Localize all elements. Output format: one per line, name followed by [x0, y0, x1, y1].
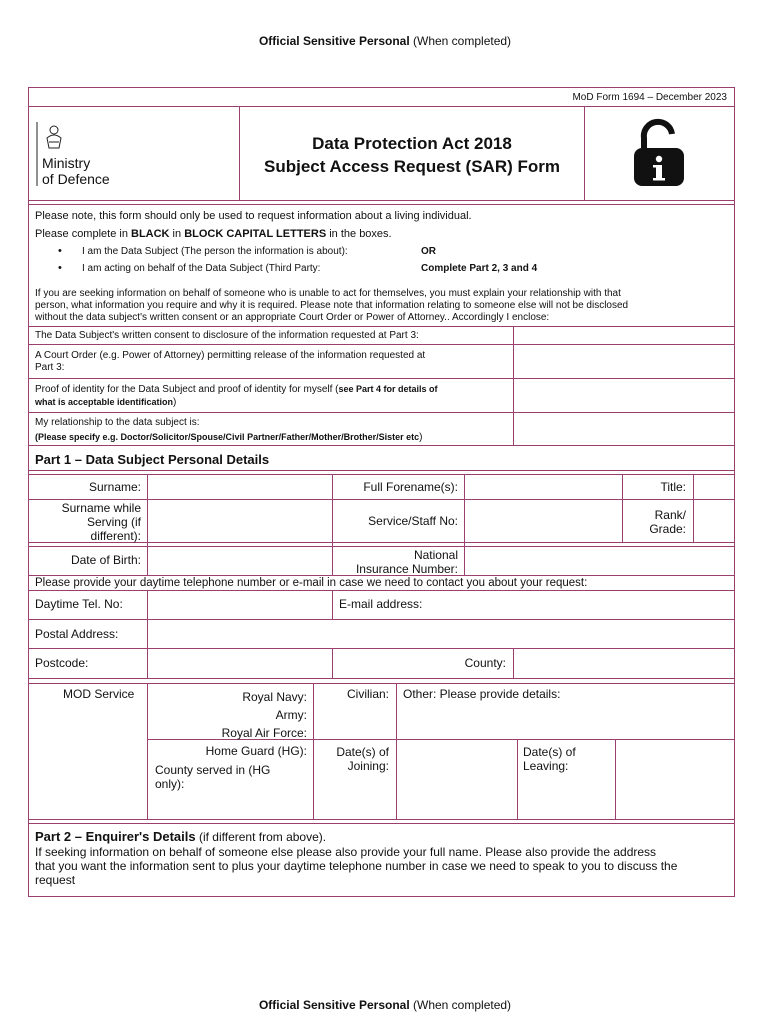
relationship-label: My relationship to the data subject is:: [35, 417, 200, 428]
logo-text: [42, 155, 110, 187]
royal-navy-label: Royal Navy:: [242, 690, 307, 704]
logo-line-1: Ministry: [42, 155, 91, 171]
county-served-label: [155, 763, 270, 791]
email-input[interactable]: [433, 591, 734, 619]
court-order-label-1: A Court Order (e.g. Power of Attorney) permitting release of the information requested at: [35, 350, 426, 361]
joining-date-input[interactable]: [397, 740, 517, 819]
surname-label: Surname:: [88, 480, 141, 494]
proof-text-bold: see Part 4 for details of: [338, 384, 438, 394]
ni-label: [334, 548, 458, 576]
title-label: Title:: [660, 480, 686, 494]
service-no-input[interactable]: [465, 500, 622, 542]
postcode-label: Postcode:: [35, 656, 89, 670]
county-served-2: only):: [155, 777, 185, 791]
county-label: County:: [464, 656, 506, 670]
county-served-1: County served in (HG: [155, 763, 271, 777]
part1-heading: Part 1 – Data Subject Personal Details: [35, 452, 270, 467]
part2-line-2: that you want the information sent to plus your daytime telephone number in case we need to speak to you to discuss the: [35, 859, 678, 873]
complete-text-5: in the boxes.: [326, 228, 392, 240]
part2-heading-bold: Part 2 – Enquirer's Details: [35, 829, 196, 844]
leaving-label-2: Leaving:: [523, 759, 569, 773]
surname-serving-label: [40, 501, 141, 543]
surname-serving-2: Serving (if: [86, 515, 141, 529]
complete-text-3: in: [169, 228, 185, 240]
other-details-input[interactable]: [397, 702, 734, 739]
marking-bold: Official Sensitive Personal: [258, 34, 410, 48]
complete-text-1: Please complete in: [35, 228, 131, 240]
intro-para-line-1: If you are seeking information on behalf of someone who is unable to act for themselves, you must explain your relationship with that: [35, 288, 621, 299]
security-marking-bottom: [0, 998, 770, 1012]
bullet-or: OR: [421, 246, 436, 257]
part2-heading: [35, 830, 326, 844]
contact-note: Please provide your daytime telephone number or e-mail in case we need to contact you about your request:: [35, 577, 588, 589]
security-marking-top: [0, 34, 770, 48]
proof-label-1: [35, 383, 438, 396]
county-input[interactable]: [514, 649, 734, 678]
surname-serving-input[interactable]: [148, 500, 332, 542]
army-label: Army:: [275, 708, 307, 722]
postal-input[interactable]: [148, 620, 734, 648]
service-no-label: Service/Staff No:: [368, 514, 458, 528]
intro-complete: [35, 228, 392, 241]
court-order-label-2: Part 3:: [35, 362, 65, 373]
marking-bold: Official Sensitive Personal: [258, 998, 410, 1012]
postcode-input[interactable]: [148, 649, 332, 678]
leaving-date-input[interactable]: [616, 740, 734, 819]
dob-label: Date of Birth:: [70, 553, 141, 567]
relationship-hint-paren: ): [419, 432, 423, 443]
email-label: E-mail address:: [339, 597, 423, 611]
padlock-info-icon: [632, 118, 688, 195]
service-branch-labels: [150, 688, 307, 742]
proof-paren: ): [173, 397, 177, 408]
home-guard-label: Home Guard (HG):: [205, 744, 307, 758]
part2-instructions: [35, 845, 677, 887]
surname-serving-3: different):: [90, 529, 141, 543]
ni-label-1: National: [413, 548, 458, 562]
part2-line-3: request: [35, 873, 76, 887]
form-title: [240, 132, 584, 178]
complete-text-4: BLOCK CAPITAL LETTERS: [184, 228, 327, 240]
bullet-data-subject: I am the Data Subject (The person the information is about):: [82, 246, 348, 257]
ni-label-2: Insurance Number:: [355, 562, 458, 576]
marking-rest: (When completed): [409, 34, 512, 48]
proof-text-bold-2: what is acceptable identification: [35, 397, 174, 407]
consent-label: The Data Subject's written consent to disclosure of the information requested at Part 3:: [35, 330, 419, 341]
mod-service-label: MOD Service: [63, 687, 135, 701]
proof-field[interactable]: [514, 379, 734, 412]
intro-para-line-3: without the data subject's written consent or an appropriate Court Order or Power of Attorney.. Accordingly I enclose:: [35, 312, 550, 323]
rank-input[interactable]: [694, 500, 734, 542]
logo-line-2: of Defence: [42, 171, 110, 187]
marking-rest: (When completed): [409, 998, 512, 1012]
leaving-label-1: Date(s) of: [523, 745, 576, 759]
rank-label-1: Rank/: [654, 508, 686, 522]
title-input[interactable]: [694, 475, 734, 499]
bullet-icon: •: [58, 262, 62, 274]
bullet-icon: •: [58, 245, 62, 257]
other-label: Other: Please provide details:: [403, 687, 561, 701]
tel-input[interactable]: [148, 591, 332, 619]
relationship-hint-text: (Please specify e.g. Doctor/Solicitor/Spouse/Civil Partner/Father/Mother/Brother/Sister etc: [35, 432, 420, 442]
relationship-field[interactable]: [514, 413, 734, 445]
mod-logo: [34, 118, 124, 195]
joining-label: [316, 745, 389, 773]
leaving-label: [523, 745, 576, 773]
title-line-1: Data Protection Act 2018: [312, 134, 512, 153]
bullet-complete-parts: Complete Part 2, 3 and 4: [421, 263, 538, 274]
forenames-label: Full Forename(s):: [363, 480, 458, 494]
part2-line-1: If seeking information on behalf of someone else please also provide your full name. Please also provide the address: [35, 845, 657, 859]
intro-note: Please note, this form should only be used to request information about a living individual.: [35, 210, 472, 222]
consent-field[interactable]: [514, 327, 734, 344]
bullet-third-party: I am acting on behalf of the Data Subject (Third Party:: [82, 263, 321, 274]
intro-para-line-2: person, what information you require and why it is required. Please note that information relating to someone else will not be disclosed: [35, 300, 629, 311]
surname-serving-1: Surname while: [61, 501, 141, 515]
court-order-field[interactable]: [514, 345, 734, 378]
rank-label-2: Grade:: [649, 522, 686, 536]
complete-text-2: BLACK: [131, 228, 170, 240]
tel-label: Daytime Tel. No:: [35, 597, 123, 611]
proof-label-2: [35, 396, 176, 409]
relationship-hint: [35, 431, 422, 444]
rank-label: [625, 508, 686, 536]
joining-label-2: Joining:: [347, 759, 389, 773]
forenames-input[interactable]: [465, 475, 622, 499]
joining-label-1: Date(s) of: [336, 745, 389, 759]
dob-input[interactable]: [148, 547, 332, 575]
surname-input[interactable]: [148, 475, 332, 499]
civilian-label: Civilian:: [346, 687, 389, 701]
form-reference: MoD Form 1694 – December 2023: [572, 92, 727, 103]
proof-text: Proof of identity for the Data Subject and proof of identity for myself (: [35, 384, 339, 395]
ni-input[interactable]: [465, 547, 734, 575]
raf-label: Royal Air Force:: [221, 726, 307, 740]
part2-heading-rest: (if different from above).: [195, 830, 327, 844]
title-line-2: Subject Access Request (SAR) Form: [264, 157, 560, 176]
postal-label: Postal Address:: [35, 627, 119, 641]
